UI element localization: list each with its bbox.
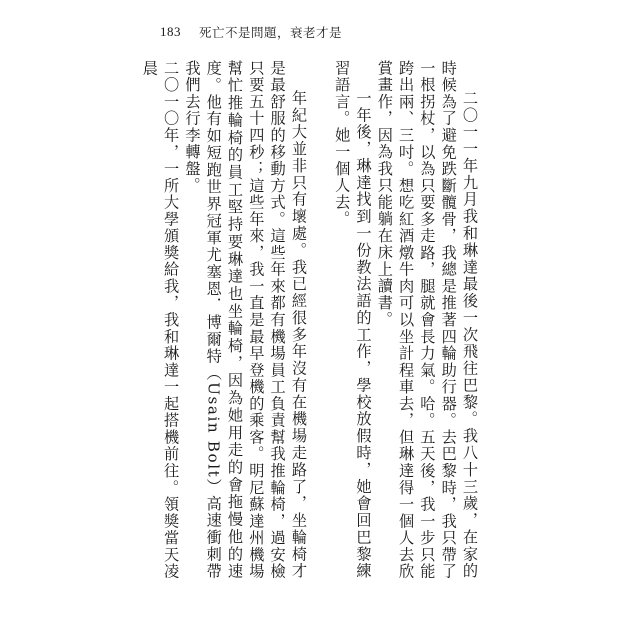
paragraph-2: 一年後，琳達找到一份教法語的工作，學校放假時，她會回巴黎練習語言。她一個人去。	[333, 60, 373, 580]
running-header	[160, 22, 342, 42]
vertical-body-text	[140, 60, 480, 580]
running-title: 死亡不是問題，衰老才是	[199, 25, 343, 40]
paragraph-3: 年紀大並非只有壞處。我已經很多年沒有在機場走路了，坐輪椅才是最舒服的移動方式。這些年來都有機場員工負責幫我推輪椅，過安檢只要五十四秒；這些年來，我一直是最早登機的乘客。明尼蘇達州機場幫忙推輪椅的員工堅持要琳達也坐輪椅，因為她用走的會拖慢他的速度。他有如短跑世界冠軍尤塞恩．博爾特（Usain Bolt）高速衝刺帶我們去行李轉盤。	[183, 60, 308, 580]
paragraph-4: 二〇一〇年，一所大學頒獎給我，我和琳達一起搭機前往。領獎當天凌晨	[140, 60, 181, 580]
paragraph-1: 二〇一一年九月我和琳達最後一次飛往巴黎。我八十三歲，在家的時候為了避免跌斷髖骨，我總是推著四輪助行器。去巴黎時，我只帶了一根拐杖，以為只要多走路，腿就會長力氣。哈。五天後，我一步只能跨出兩、三吋。想吃紅酒燉牛肉可以坐計程車去，但琳達得一個人去欣賞畫作，因為我只能躺在床上讀書。	[375, 60, 479, 580]
paragraph-break	[309, 60, 331, 580]
page-number: 183	[160, 24, 181, 39]
